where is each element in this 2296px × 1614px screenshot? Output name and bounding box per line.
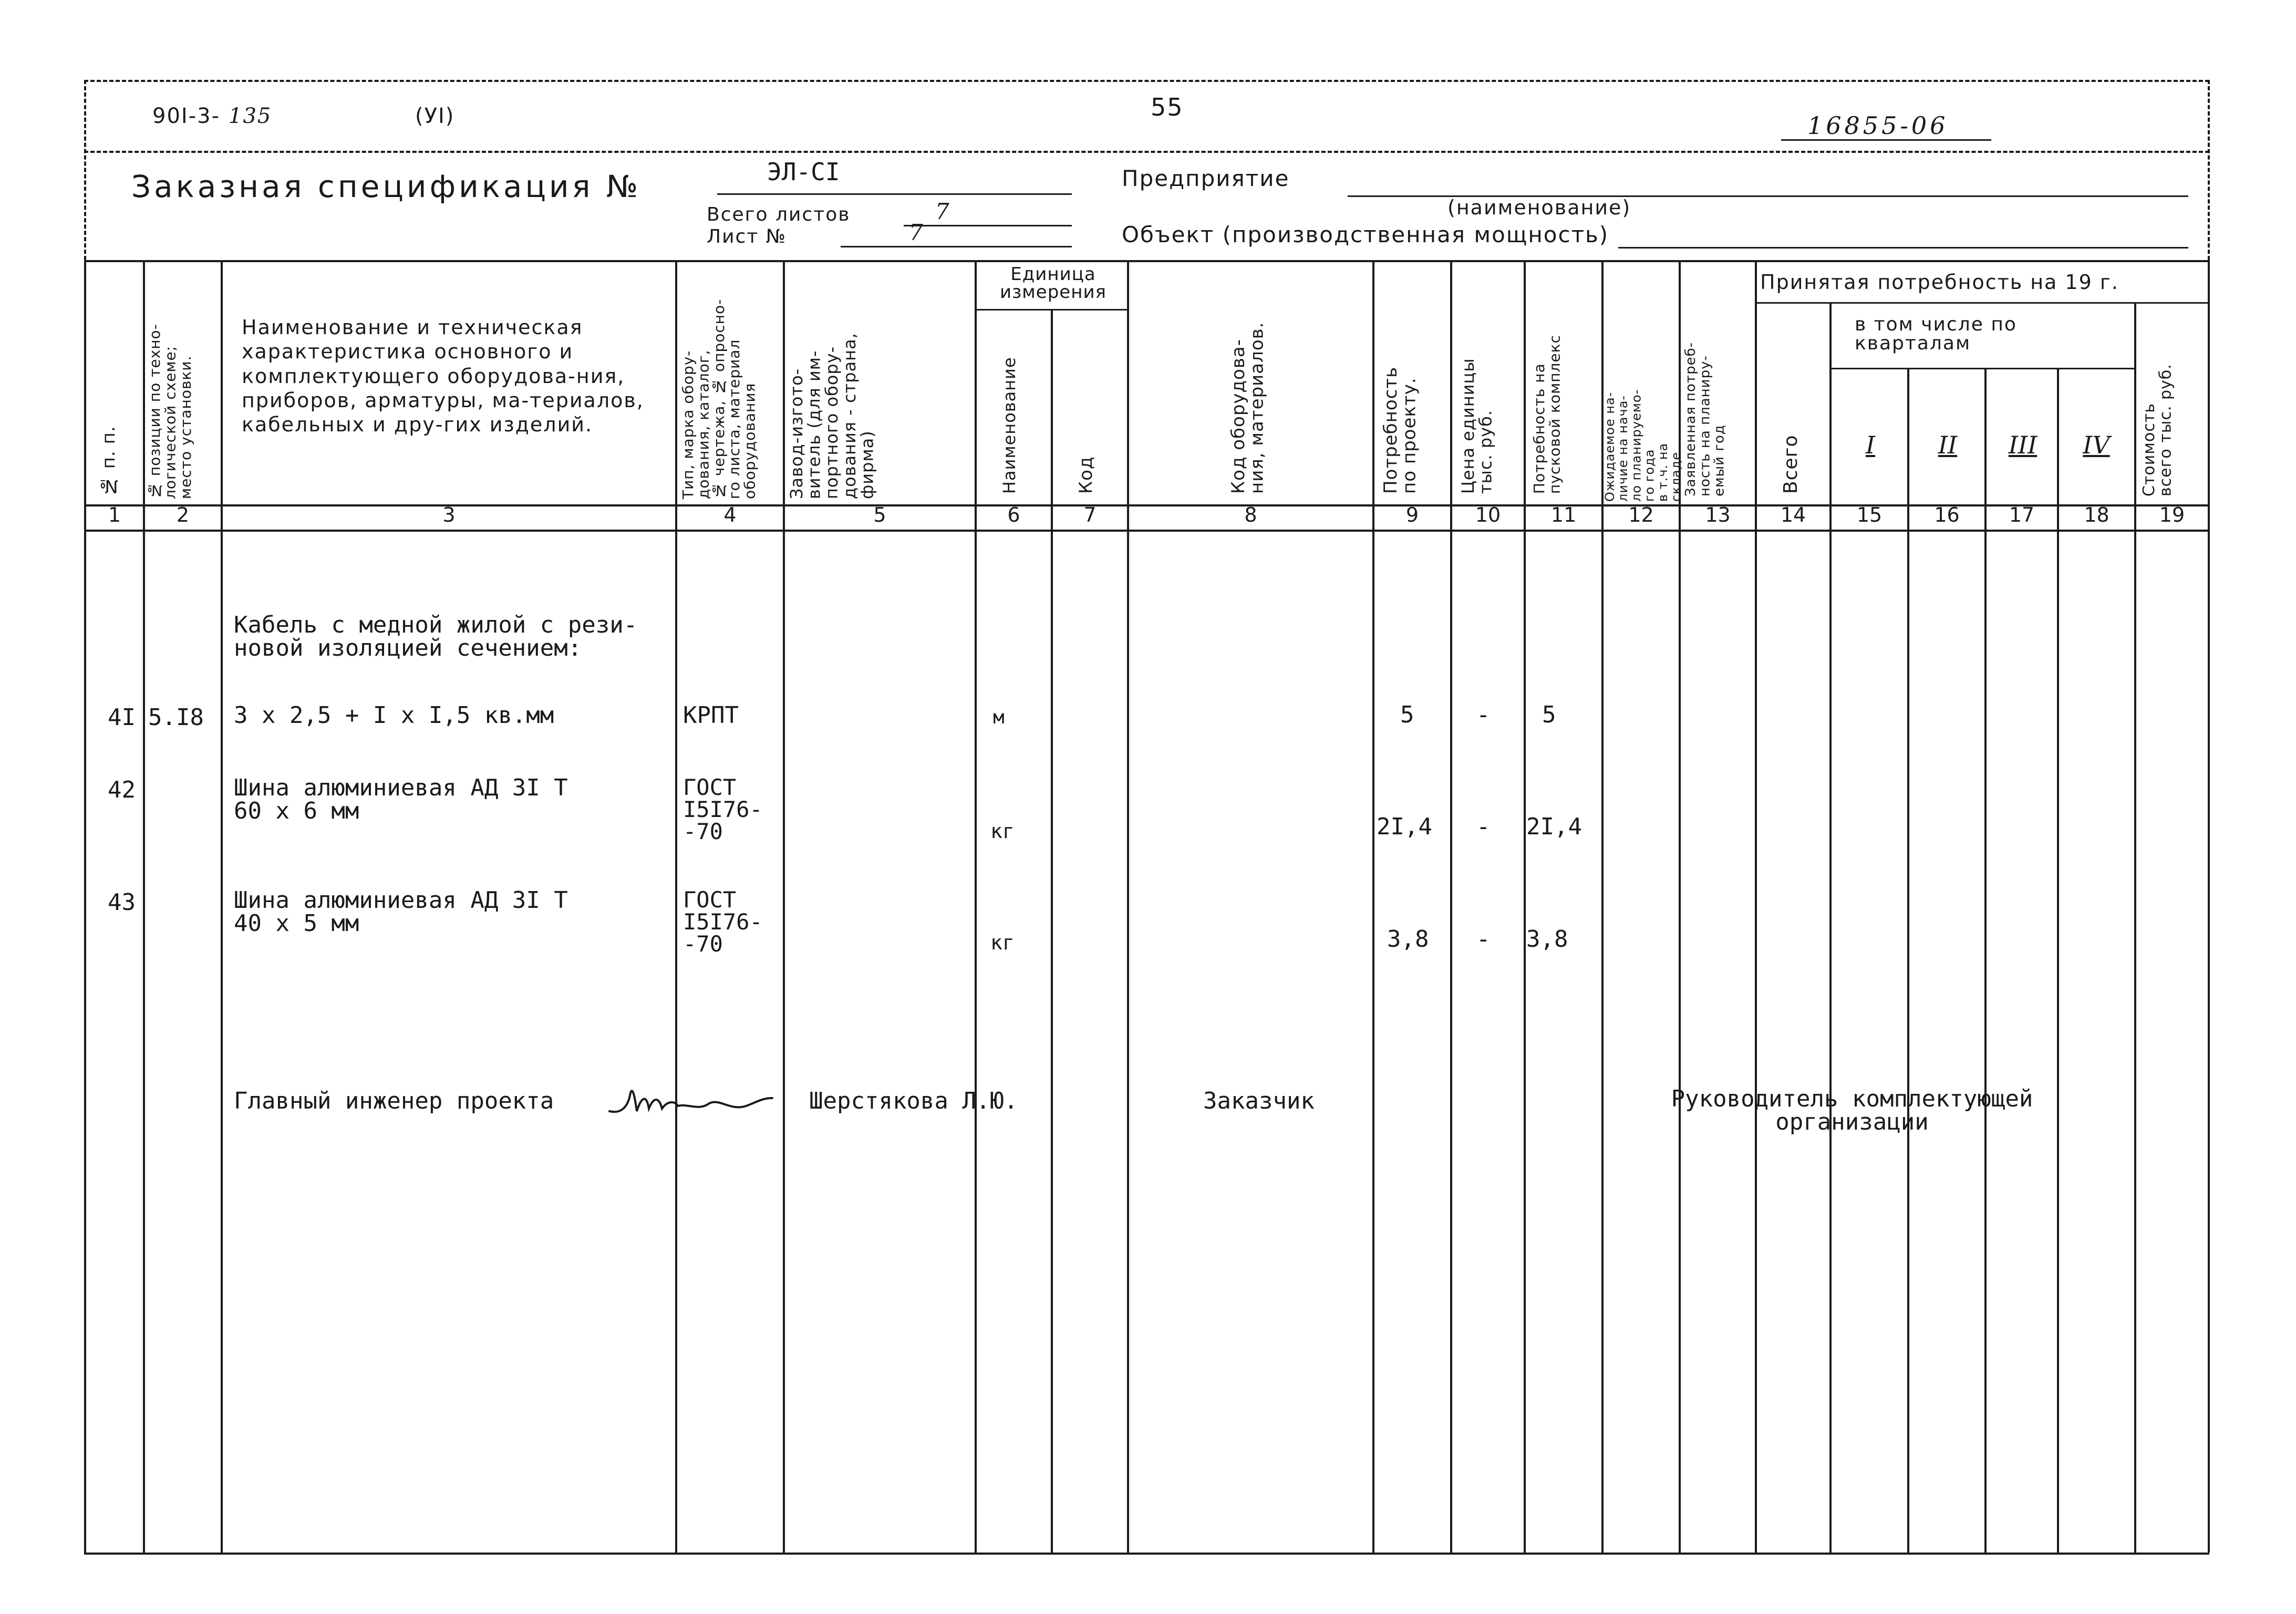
- enterprise-label: Предприятие: [1122, 165, 1290, 191]
- row-41-name: 3 x 2,5 + I x I,5 кв.мм: [234, 702, 554, 729]
- table-top-border: [84, 260, 2209, 262]
- col-header-9: Потребность по проекту.: [1380, 366, 1420, 494]
- grid-v-3: [675, 260, 677, 1553]
- sheet-number: 7: [909, 220, 923, 245]
- grid-v-15: [1907, 368, 1909, 1553]
- col-header-13: Заявленная потреб- ность на планиру- емый год: [1683, 342, 1728, 496]
- grid-v-18: [2134, 302, 2136, 1553]
- row-43-name: Шина алюминиевая АД 3I Т 40 x 5 мм: [234, 887, 568, 937]
- col-header-6: Наименование: [999, 357, 1019, 494]
- row-42-type: ГОСТ I5I76- -70: [683, 774, 763, 844]
- right-dashed-border: [2208, 80, 2210, 266]
- chief-engineer-name: Шерстякова Л.Ю.: [809, 1088, 1018, 1114]
- name-caption: (наименование): [1447, 196, 1631, 219]
- spec-number-underline: [717, 193, 1072, 195]
- sheets-total: 7: [935, 199, 949, 224]
- quarter-subheader-line: [1829, 368, 2134, 369]
- sheets-total-underline: [904, 225, 1072, 226]
- accepted-subheader-line: [1755, 302, 2209, 304]
- page-number: 55: [1151, 93, 1184, 121]
- grid-v-19: [2208, 260, 2210, 1553]
- col-header-14: Всего: [1780, 434, 1802, 494]
- col-header-1: № п. п.: [98, 426, 119, 496]
- col-header-quarters: в том числе по кварталам: [1855, 314, 2017, 354]
- chief-engineer-label: Главный инженер проекта: [234, 1088, 554, 1114]
- row-43-number: 43: [108, 889, 136, 916]
- doc-variant: (УI): [415, 104, 455, 128]
- col-header-unit: Единица измерения: [999, 264, 1107, 303]
- col-header-5: Завод-изгото- витель (для им- портного обору- дования - страна, фирма): [787, 333, 877, 499]
- grid-v-5: [975, 260, 977, 1553]
- left-dashed-border: [84, 80, 86, 266]
- grid-v-4: [783, 260, 785, 1553]
- row-43-price: -: [1476, 926, 1491, 953]
- col-header-7: Код: [1075, 456, 1097, 494]
- col-header-8: Код оборудова- ния, материалов.: [1228, 322, 1268, 494]
- row-41-need: 5: [1400, 701, 1414, 728]
- row-42-name: Шина алюминиевая АД 3I Т 60 x 6 мм: [234, 774, 568, 824]
- sheet-label: Лист №: [707, 226, 787, 247]
- row-43-type: ГОСТ I5I76- -70: [683, 887, 763, 957]
- row-43-start: 3,8: [1526, 926, 1568, 953]
- doc-code: 90I-3- 135: [152, 104, 272, 128]
- col-number-10: 10: [1475, 503, 1501, 526]
- col-number-12: 12: [1628, 503, 1654, 526]
- col-header-18: IV: [2083, 431, 2110, 459]
- grid-v-6: [1051, 309, 1053, 1553]
- col-number-9: 9: [1405, 503, 1419, 526]
- sheet-underline: [841, 246, 1072, 247]
- row-43-unit: кг: [990, 931, 1015, 954]
- col-number-18: 18: [2084, 503, 2109, 526]
- grid-v-8: [1372, 260, 1374, 1553]
- col-number-4: 4: [723, 503, 737, 526]
- row-42-need: 2I,4: [1377, 813, 1432, 840]
- row-41-price: -: [1476, 701, 1491, 728]
- grid-v-10: [1524, 260, 1526, 1553]
- customer-label: Заказчик: [1203, 1088, 1315, 1114]
- col-number-16: 16: [1934, 503, 1960, 526]
- signature-icon: [604, 1082, 778, 1124]
- section-title: Кабель с медной жилой с рези- новой изоляцией сечением:: [234, 612, 638, 661]
- col-number-11: 11: [1550, 503, 1577, 526]
- top-dashed-border: [84, 80, 2209, 82]
- row-41-type: КРПТ: [683, 702, 739, 729]
- grid-v-14: [1829, 302, 1832, 1553]
- grid-v-0: [84, 260, 86, 1553]
- col-number-14: 14: [1780, 503, 1806, 526]
- row-41-start: 5: [1542, 701, 1556, 728]
- grid-v-7: [1127, 260, 1129, 1553]
- grid-v-1: [143, 260, 145, 1553]
- col-header-12: Ожидаемое на- личие на нача- ло планируемо- го года в т.ч. на складе: [1602, 389, 1683, 502]
- sheets-total-label: Всего листов: [707, 204, 851, 225]
- header-dashed-divider: [84, 151, 2209, 153]
- object-underline: [1618, 247, 2188, 249]
- col-number-2: 2: [176, 503, 190, 526]
- col-number-15: 15: [1856, 503, 1883, 526]
- grid-v-17: [2057, 368, 2059, 1553]
- row-42-price: -: [1476, 813, 1491, 840]
- grid-v-2: [221, 260, 223, 1553]
- col-header-15: I: [1865, 431, 1876, 459]
- row-41-unit: м: [993, 707, 1005, 728]
- col-number-6: 6: [1007, 503, 1020, 526]
- col-header-accepted: Принятая потребность на 19 г.: [1760, 271, 2119, 294]
- col-number-7: 7: [1083, 503, 1097, 526]
- col-number-17: 17: [2009, 503, 2035, 526]
- col-number-8: 8: [1244, 503, 1257, 526]
- col-number-1: 1: [108, 503, 121, 526]
- col-header-10: Цена единицы тыс. руб.: [1458, 358, 1496, 494]
- col-number-5: 5: [873, 503, 886, 526]
- col-number-bottom: [84, 530, 2209, 532]
- supplier-head-label: Руководитель комплектующей организации: [1671, 1085, 2033, 1135]
- grid-v-16: [1984, 368, 1987, 1553]
- col-header-17: III: [2008, 431, 2038, 459]
- col-header-3: Наименование и техническая характеристика основного и комплектующего оборудова-ния, приборов, арматуры, ма-териалов, кабельных и дру-гих изделий.: [242, 316, 644, 437]
- col-header-4: Тип, марка обору- дования, каталог, № чертежа, № опросно- го листа, материал оборудования: [679, 298, 759, 499]
- row-42-start: 2I,4: [1526, 813, 1582, 840]
- row-43-need: 3,8: [1387, 926, 1429, 953]
- col-header-2: № позиции по техно- логической схеме; место установки.: [146, 324, 194, 499]
- object-label: Объект (производственная мощность): [1122, 222, 1609, 247]
- col-header-11: Потребность на пусковой комплекс: [1530, 335, 1564, 494]
- grid-v-9: [1450, 260, 1452, 1553]
- row-41-position: 5.I8: [148, 704, 204, 731]
- spec-title: Заказная спецификация №: [131, 169, 642, 204]
- row-42-unit: кг: [990, 820, 1015, 843]
- grid-v-13: [1755, 260, 1757, 1553]
- col-header-16: II: [1938, 431, 1958, 459]
- registration-underline: [1781, 139, 1991, 141]
- registration-number: 16855-06: [1807, 111, 1949, 140]
- col-number-19: 19: [2159, 503, 2185, 526]
- table-bottom-border: [84, 1553, 2209, 1555]
- col-header-19: Стоимость всего тыс. руб.: [2140, 364, 2175, 496]
- row-41-number: 4I: [108, 704, 136, 731]
- spec-number: ЭЛ-СI: [767, 158, 840, 186]
- row-42-number: 42: [108, 777, 136, 803]
- col-number-3: 3: [442, 503, 456, 526]
- col-number-13: 13: [1705, 503, 1731, 526]
